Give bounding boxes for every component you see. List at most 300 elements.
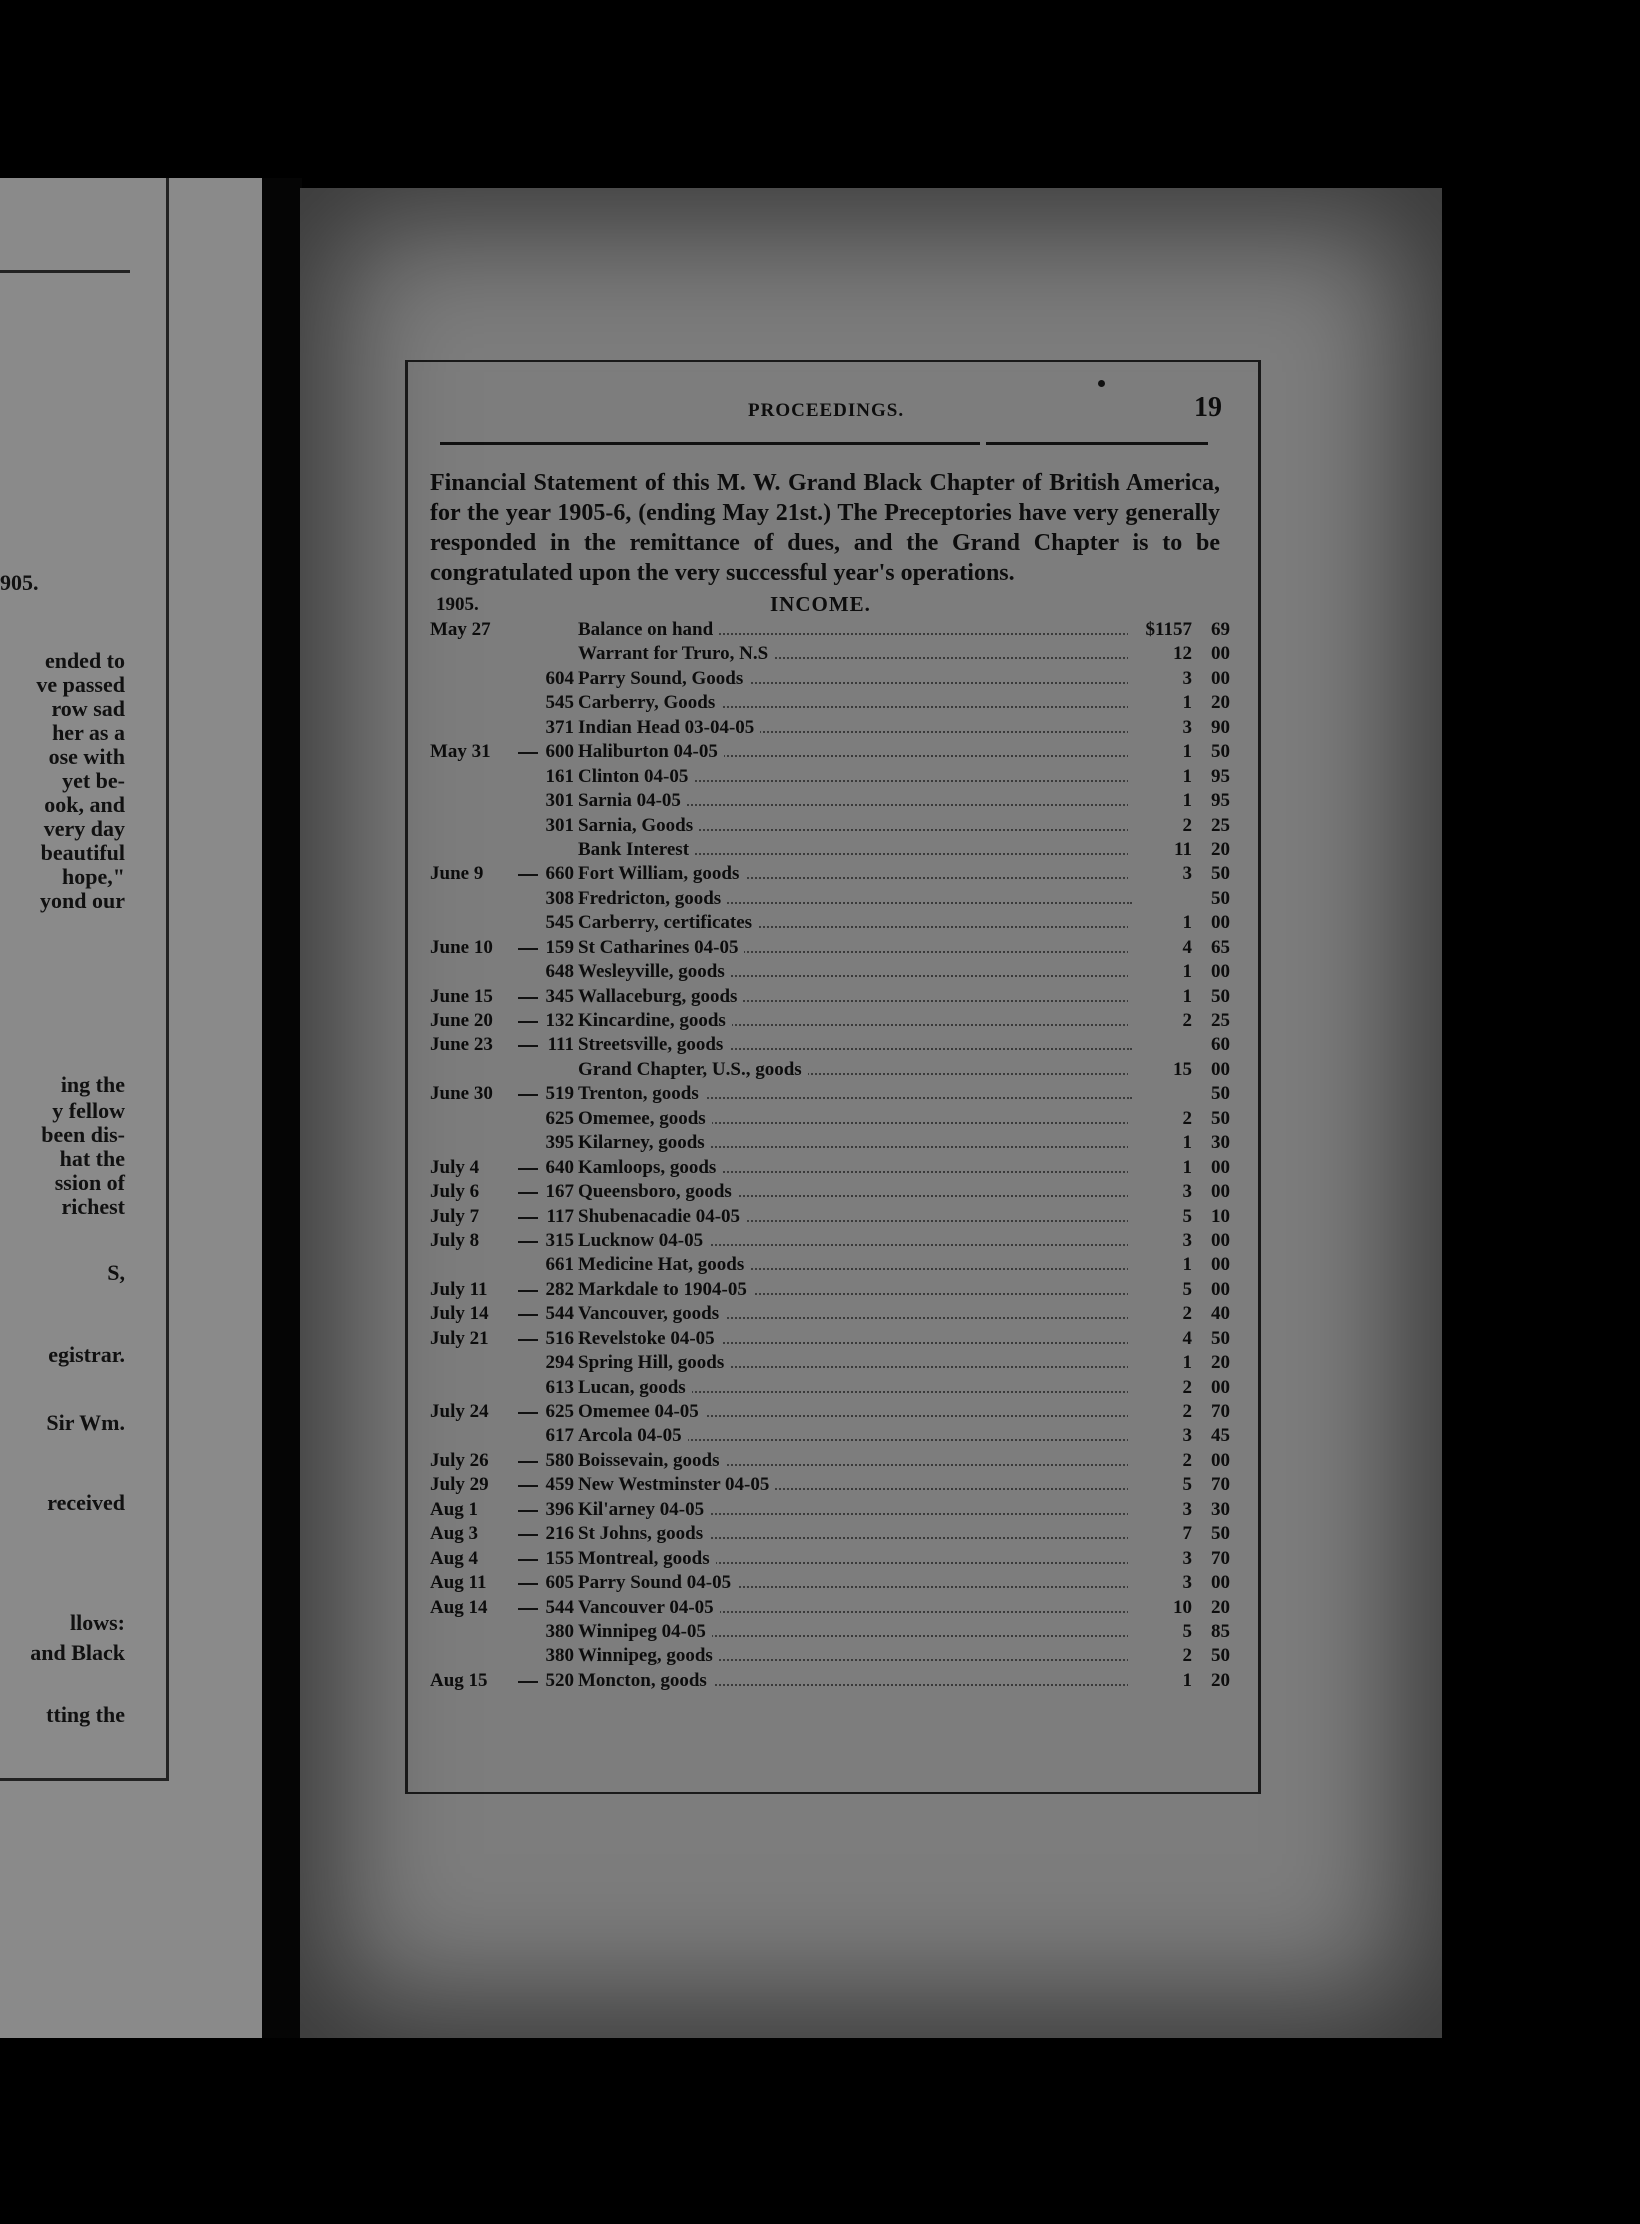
ledger-dollars: 3 xyxy=(1128,1498,1192,1522)
ledger-lodge-number: 660 xyxy=(545,863,574,885)
ledger-row xyxy=(430,691,1230,715)
ledger-row xyxy=(430,911,1230,935)
ledger-lodge-number: 648 xyxy=(545,961,574,983)
left-page-line: ended to xyxy=(44,648,125,673)
ledger-dollars: 3 xyxy=(1128,716,1192,740)
ledger-description-text: Moncton, goods xyxy=(578,1670,713,1691)
ledger-cents: 50 xyxy=(1211,1645,1230,1667)
income-ledger xyxy=(430,618,1230,1693)
ledger-lodge-number: 132 xyxy=(545,1010,574,1031)
ledger-dollars: 1 xyxy=(1128,1351,1192,1375)
ledger-lodge-number: 308 xyxy=(545,887,574,909)
ledger-row xyxy=(430,667,1230,691)
ledger-cents: 00 xyxy=(1211,1254,1230,1276)
ledger-description-text: Parry Sound 04-05 xyxy=(578,1572,737,1593)
ledger-description-text: Fredricton, goods xyxy=(578,888,727,909)
ledger-description xyxy=(578,1620,712,1644)
ledger-dollars: 1 xyxy=(1128,765,1192,789)
ledger-description-text: Lucknow 04-05 xyxy=(578,1230,709,1251)
ledger-dollars: 3 xyxy=(1128,1229,1192,1253)
ledger-cents: 50 xyxy=(1211,985,1230,1007)
ledger-description xyxy=(578,789,687,813)
ledger-description xyxy=(578,1571,737,1595)
ledger-lodge-number: 111 xyxy=(547,1034,574,1056)
ledger-dollars: 5 xyxy=(1128,1205,1192,1229)
ledger-description-text: Fort William, goods xyxy=(578,863,745,884)
ledger-dollars: 11 xyxy=(1128,838,1192,862)
ledger-row xyxy=(430,1278,1230,1302)
left-page-line: yet be- xyxy=(62,768,125,793)
ledger-description-text: Streetsville, goods xyxy=(578,1034,729,1055)
left-page-line: llows: xyxy=(70,1610,125,1635)
ledger-dollars: 2 xyxy=(1128,1644,1192,1668)
ledger-date: June 9 xyxy=(430,863,484,885)
left-page-line: been dis- xyxy=(41,1122,125,1147)
ledger-description xyxy=(578,1082,705,1106)
ledger-cents: 85 xyxy=(1211,1620,1230,1642)
ledger-lodge-number: 345 xyxy=(545,985,574,1007)
ledger-row xyxy=(430,618,1230,642)
ledger-cents: 00 xyxy=(1211,1156,1230,1178)
left-page-line: hat the xyxy=(59,1146,125,1171)
ledger-row xyxy=(430,1449,1230,1473)
ledger-description-text: Shubenacadie 04-05 xyxy=(578,1206,746,1227)
ledger-lodge-number: 544 xyxy=(545,1303,574,1325)
ledger-row xyxy=(430,1669,1230,1693)
ledger-dollars: 2 xyxy=(1128,814,1192,838)
left-page-line: S, xyxy=(107,1260,125,1285)
ledger-description xyxy=(578,1644,719,1668)
ledger-date: Aug 15 xyxy=(430,1669,488,1691)
ledger-row xyxy=(430,1400,1230,1424)
ledger-date: July 4 xyxy=(430,1156,480,1178)
ledger-dollars: 1 xyxy=(1128,691,1192,715)
ledger-row xyxy=(430,1376,1230,1400)
ledger-description xyxy=(578,1498,710,1522)
page-number: 19 xyxy=(1194,392,1222,423)
ledger-lodge-number: 580 xyxy=(545,1449,574,1471)
ledger-description xyxy=(578,1596,720,1620)
ledger-description-text: Kilarney, goods xyxy=(578,1132,711,1153)
ledger-dollars: 3 xyxy=(1128,862,1192,886)
ledger-description xyxy=(578,667,749,691)
ledger-row xyxy=(430,1351,1230,1375)
ledger-date: June 30 xyxy=(430,1083,493,1105)
ledger-description-text: Winnipeg 04-05 xyxy=(578,1621,712,1642)
ledger-lodge-number: 545 xyxy=(545,692,574,714)
ledger-description-text: Medicine Hat, goods xyxy=(578,1254,750,1275)
ledger-description xyxy=(578,765,694,789)
ledger-description-text: Omemee 04-05 xyxy=(578,1401,705,1422)
ledger-row xyxy=(430,1547,1230,1571)
ledger-description-text: St Johns, goods xyxy=(578,1523,709,1544)
ledger-lodge-number: 380 xyxy=(545,1620,574,1642)
ledger-cents: 00 xyxy=(1211,667,1230,689)
ledger-row xyxy=(430,1644,1230,1668)
ledger-description xyxy=(578,911,758,935)
ledger-dollars: 5 xyxy=(1128,1620,1192,1644)
left-page-line: 905. xyxy=(0,570,39,595)
ledger-lodge-number: 604 xyxy=(545,667,574,689)
ledger-dollars: 1 xyxy=(1128,960,1192,984)
ledger-description xyxy=(578,1033,729,1057)
ledger-description-text: Trenton, goods xyxy=(578,1083,705,1104)
ledger-cents: 25 xyxy=(1211,1010,1230,1031)
ledger-description-text: Vancouver, goods xyxy=(578,1303,725,1324)
statement-year: 1905. xyxy=(436,594,479,615)
ledger-dollars: 10 xyxy=(1128,1596,1192,1620)
ledger-lodge-number: 159 xyxy=(545,936,574,958)
ledger-description-text: St Catharines 04-05 xyxy=(578,937,744,958)
ledger-lodge-number: 301 xyxy=(545,814,574,836)
ledger-cents: 30 xyxy=(1211,1132,1230,1154)
running-title: PROCEEDINGS. xyxy=(748,400,905,421)
ledger-date: June 23 xyxy=(430,1034,493,1056)
ledger-dollars: 1 xyxy=(1128,985,1192,1009)
left-page-line: egistrar. xyxy=(48,1342,125,1367)
ledger-description xyxy=(578,1180,738,1204)
ledger-description xyxy=(578,1327,721,1351)
ledger-dollars: 1 xyxy=(1128,911,1192,935)
ledger-description-text: Kamloops, goods xyxy=(578,1157,722,1178)
ledger-date: July 6 xyxy=(430,1181,480,1203)
ledger-row xyxy=(430,936,1230,960)
ledger-row xyxy=(430,862,1230,886)
ledger-row xyxy=(430,1033,1230,1057)
ledger-date: July 8 xyxy=(430,1229,480,1251)
section-heading xyxy=(430,592,1230,618)
ledger-dollars: 3 xyxy=(1128,1547,1192,1571)
ledger-dollars: 4 xyxy=(1128,1327,1192,1351)
ledger-description-text: Indian Head 03-04-05 xyxy=(578,717,760,738)
ledger-description xyxy=(578,1131,711,1155)
ledger-cents: 40 xyxy=(1211,1303,1230,1325)
ledger-cents: 00 xyxy=(1211,1229,1230,1251)
ledger-cents: 20 xyxy=(1211,1596,1230,1618)
ledger-description xyxy=(578,1253,750,1277)
ledger-row xyxy=(430,814,1230,838)
ledger-lodge-number: 216 xyxy=(545,1523,574,1545)
ledger-row xyxy=(430,789,1230,813)
ledger-date: Aug 4 xyxy=(430,1547,479,1569)
ledger-cents: 50 xyxy=(1211,863,1230,885)
left-page-line: very day xyxy=(43,816,125,841)
left-page-line: ve passed xyxy=(36,672,125,697)
ledger-date: Aug 14 xyxy=(430,1596,488,1618)
ledger-description xyxy=(578,716,760,740)
ledger-dollars: 1 xyxy=(1128,1253,1192,1277)
ledger-row xyxy=(430,985,1230,1009)
ledger-dollars: $1157 xyxy=(1128,618,1192,642)
ledger-cents: 20 xyxy=(1211,692,1230,714)
ledger-cents: 95 xyxy=(1211,790,1230,812)
ledger-cents: 00 xyxy=(1211,961,1230,983)
ledger-dollars: 2 xyxy=(1128,1400,1192,1424)
ledger-date: May 27 xyxy=(430,619,491,640)
ledger-lodge-number: 459 xyxy=(545,1474,574,1496)
ledger-description xyxy=(578,862,745,886)
ledger-dollars: 7 xyxy=(1128,1522,1192,1546)
ledger-description xyxy=(578,1205,746,1229)
header-rule xyxy=(440,442,1230,450)
ledger-lodge-number: 625 xyxy=(545,1401,574,1422)
ledger-cents: 50 xyxy=(1211,1107,1230,1129)
intro-paragraph: Financial Statement of this M. W. Grand Black Chapter of British America, for the year 1905-6, (ending May 21st.) The Preceptories have very generally responded in the remittance of dues, and the Grand Chapter is to be congratulated upon the very successful year's operations. xyxy=(430,470,1220,586)
ledger-row xyxy=(430,1327,1230,1351)
ledger-row xyxy=(430,1253,1230,1277)
ledger-lodge-number: 640 xyxy=(545,1156,574,1178)
ledger-description-text: Kincardine, goods xyxy=(578,1010,732,1031)
ledger-dollars: 2 xyxy=(1128,1302,1192,1326)
ledger-dollars: 2 xyxy=(1128,1107,1192,1131)
ledger-dollars: 3 xyxy=(1128,1571,1192,1595)
ledger-description xyxy=(578,1669,713,1693)
ledger-lodge-number: 161 xyxy=(545,765,574,787)
left-page-frame xyxy=(0,178,169,1781)
left-page-line: tting the xyxy=(46,1702,125,1727)
ledger-lodge-number: 516 xyxy=(545,1327,574,1349)
ledger-description xyxy=(578,1278,753,1302)
ledger-lodge-number: 301 xyxy=(545,790,574,812)
ledger-description-text: Haliburton 04-05 xyxy=(578,741,724,762)
ledger-dollars: 5 xyxy=(1128,1278,1192,1302)
ledger-lodge-number: 167 xyxy=(545,1181,574,1203)
ledger-description-text: Bank Interest xyxy=(578,839,695,860)
ledger-description-text: Sarnia, Goods xyxy=(578,815,699,836)
ledger-description-text: New Westminster 04-05 xyxy=(578,1474,775,1495)
ledger-row xyxy=(430,1131,1230,1155)
ledger-lodge-number: 605 xyxy=(545,1572,574,1594)
ledger-description xyxy=(578,1156,722,1180)
ledger-description xyxy=(578,960,731,984)
ledger-row xyxy=(430,1571,1230,1595)
ledger-description xyxy=(578,887,727,911)
ledger-description xyxy=(578,740,724,764)
ledger-description-text: Parry Sound, Goods xyxy=(578,668,749,689)
ledger-description-text: Vancouver 04-05 xyxy=(578,1597,720,1618)
ledger-description-text: Wesleyville, goods xyxy=(578,961,731,982)
ledger-row xyxy=(430,838,1230,862)
ledger-row xyxy=(430,887,1230,911)
ledger-description xyxy=(578,1522,709,1546)
ledger-cents: 70 xyxy=(1211,1401,1230,1422)
ledger-cents: 25 xyxy=(1211,814,1230,836)
ledger-description xyxy=(578,691,721,715)
ledger-description-text: Wallaceburg, goods xyxy=(578,986,743,1007)
ledger-cents: 70 xyxy=(1211,1547,1230,1569)
ledger-date: July 24 xyxy=(430,1401,489,1422)
ledger-description xyxy=(578,1107,712,1131)
ledger-cents: 45 xyxy=(1211,1425,1230,1447)
ledger-row xyxy=(430,1229,1230,1253)
ledger-lodge-number: 545 xyxy=(545,912,574,934)
ledger-lodge-number: 155 xyxy=(545,1547,574,1569)
ledger-cents: 60 xyxy=(1211,1034,1230,1056)
left-page-line: ing the xyxy=(60,1072,125,1097)
left-page-line: row sad xyxy=(51,696,125,721)
ledger-description-text: Carberry, certificates xyxy=(578,912,758,933)
ledger-dollars: 12 xyxy=(1128,642,1192,666)
ledger-cents: 00 xyxy=(1211,1278,1230,1300)
ledger-description xyxy=(578,838,695,862)
running-head xyxy=(430,390,1230,430)
ledger-dollars: 3 xyxy=(1128,667,1192,691)
ledger-dollars: 2 xyxy=(1128,1449,1192,1473)
ledger-cents: 30 xyxy=(1211,1498,1230,1520)
ledger-cents: 00 xyxy=(1211,643,1230,665)
ledger-cents: 70 xyxy=(1211,1474,1230,1496)
ledger-description-text: Lucan, goods xyxy=(578,1377,692,1398)
ledger-date: June 10 xyxy=(430,936,493,958)
ledger-row xyxy=(430,740,1230,764)
ledger-description-text: Warrant for Truro, N.S xyxy=(578,643,774,664)
left-page-line: and Black xyxy=(30,1640,125,1665)
ledger-dollars: 1 xyxy=(1128,740,1192,764)
ledger-row xyxy=(430,1424,1230,1448)
ledger-description-text: Kil'arney 04-05 xyxy=(578,1499,710,1520)
ledger-description xyxy=(578,936,744,960)
ledger-row xyxy=(430,1522,1230,1546)
ledger-lodge-number: 282 xyxy=(545,1278,574,1300)
ledger-date: July 7 xyxy=(430,1205,480,1227)
ledger-description xyxy=(578,1009,732,1033)
ledger-row xyxy=(430,1082,1230,1106)
ledger-description xyxy=(578,1302,725,1326)
ledger-description xyxy=(578,1376,692,1400)
ledger-lodge-number: 117 xyxy=(546,1205,574,1227)
ledger-description xyxy=(578,642,774,666)
ledger-description xyxy=(578,1473,775,1497)
ledger-lodge-number: 661 xyxy=(545,1254,574,1276)
left-page-line: received xyxy=(47,1490,125,1515)
ledger-dollars: 1 xyxy=(1128,1156,1192,1180)
ledger-cents: 20 xyxy=(1211,1352,1230,1374)
book-gutter xyxy=(262,178,302,2038)
ledger-description-text: Spring Hill, goods xyxy=(578,1352,730,1373)
ledger-dollars: 1 xyxy=(1128,789,1192,813)
ledger-cents: 20 xyxy=(1211,838,1230,860)
ledger-dollars: 4 xyxy=(1128,936,1192,960)
ledger-description xyxy=(578,618,719,642)
ledger-lodge-number: 613 xyxy=(545,1376,574,1398)
ledger-row xyxy=(430,960,1230,984)
ledger-dollars: 3 xyxy=(1128,1180,1192,1204)
ledger-cents: 00 xyxy=(1211,1376,1230,1398)
ledger-dollars: 2 xyxy=(1128,1009,1192,1033)
ledger-description-text: Grand Chapter, U.S., goods xyxy=(578,1059,808,1080)
ledger-row xyxy=(430,1596,1230,1620)
ledger-description-text: Montreal, goods xyxy=(578,1548,716,1569)
ledger-lodge-number: 395 xyxy=(545,1132,574,1154)
ledger-cents: 50 xyxy=(1211,1523,1230,1545)
ledger-cents: 95 xyxy=(1211,765,1230,787)
ledger-cents: 00 xyxy=(1211,1572,1230,1594)
ledger-cents: 00 xyxy=(1211,912,1230,934)
ledger-date: Aug 1 xyxy=(430,1498,479,1520)
ledger-date: July 14 xyxy=(430,1303,489,1325)
ledger-description-text: Markdale to 1904-05 xyxy=(578,1279,753,1300)
ledger-description-text: Carberry, Goods xyxy=(578,692,721,713)
ledger-row xyxy=(430,716,1230,740)
ledger-cents: 00 xyxy=(1211,1181,1230,1203)
ledger-cents: 00 xyxy=(1211,1449,1230,1471)
ledger-date: July 21 xyxy=(430,1327,489,1349)
ledger-lodge-number: 294 xyxy=(545,1352,574,1374)
ledger-lodge-number: 396 xyxy=(545,1498,574,1520)
ink-dot xyxy=(1098,380,1105,387)
ledger-date: July 11 xyxy=(430,1278,488,1300)
ledger-dollars: 1 xyxy=(1128,1669,1192,1693)
ledger-description xyxy=(578,1351,730,1375)
ledger-row xyxy=(430,1156,1230,1180)
ledger-description-text: Sarnia 04-05 xyxy=(578,790,687,811)
left-page-rule xyxy=(0,270,130,273)
ledger-date: July 26 xyxy=(430,1449,489,1471)
ledger-row xyxy=(430,1620,1230,1644)
left-page-line: ose with xyxy=(48,744,125,769)
ledger-row xyxy=(430,1180,1230,1204)
ledger-description xyxy=(578,1400,705,1424)
ledger-date: July 29 xyxy=(430,1474,489,1496)
ledger-description-text: Omemee, goods xyxy=(578,1108,712,1129)
left-page-line: Sir Wm. xyxy=(46,1410,125,1435)
left-page-line: y fellow xyxy=(52,1098,125,1123)
ledger-date: June 20 xyxy=(430,1010,493,1031)
ledger-dollars: 2 xyxy=(1128,1376,1192,1400)
ledger-description xyxy=(578,1449,725,1473)
ledger-description-text: Arcola 04-05 xyxy=(578,1425,688,1446)
left-page-line: beautiful xyxy=(40,840,125,865)
left-page-line: yond our xyxy=(40,888,125,913)
left-page-line: ssion of xyxy=(54,1170,125,1195)
ledger-lodge-number: 315 xyxy=(545,1229,574,1251)
ledger-description-text: Balance on hand xyxy=(578,619,719,640)
ledger-description-text: Revelstoke 04-05 xyxy=(578,1328,721,1349)
ledger-lodge-number: 617 xyxy=(545,1425,574,1447)
ledger-date: Aug 11 xyxy=(430,1572,487,1594)
ledger-row xyxy=(430,1473,1230,1497)
ledger-cents: 50 xyxy=(1211,741,1230,763)
left-page-line: hope," xyxy=(62,864,125,889)
ledger-lodge-number: 519 xyxy=(545,1083,574,1105)
income-heading: INCOME. xyxy=(770,592,871,616)
ledger-date: Aug 3 xyxy=(430,1523,479,1545)
ledger-lodge-number: 380 xyxy=(545,1645,574,1667)
page-content xyxy=(430,390,1230,1693)
ledger-description-text: Queensboro, goods xyxy=(578,1181,738,1202)
ledger-description-text: Winnipeg, goods xyxy=(578,1645,719,1666)
ledger-row xyxy=(430,1009,1230,1033)
ledger-cents: 65 xyxy=(1211,936,1230,958)
ledger-row xyxy=(430,1107,1230,1131)
ledger-row xyxy=(430,1498,1230,1522)
ledger-date: May 31 xyxy=(430,741,491,763)
ledger-description xyxy=(578,1058,808,1082)
ledger-lodge-number: 625 xyxy=(545,1107,574,1129)
ledger-cents: 50 xyxy=(1211,1327,1230,1349)
ledger-description xyxy=(578,1229,709,1253)
ledger-description-text: Clinton 04-05 xyxy=(578,766,694,787)
ledger-row xyxy=(430,642,1230,666)
ledger-dollars: 15 xyxy=(1128,1058,1192,1082)
left-page-line: her as a xyxy=(52,720,125,745)
ledger-cents: 20 xyxy=(1211,1669,1230,1691)
ledger-row xyxy=(430,1058,1230,1082)
ledger-description-text: Boissevain, goods xyxy=(578,1450,725,1471)
left-page-line: ook, and xyxy=(44,792,125,817)
ledger-dollars: 5 xyxy=(1128,1473,1192,1497)
ledger-description xyxy=(578,1547,716,1571)
